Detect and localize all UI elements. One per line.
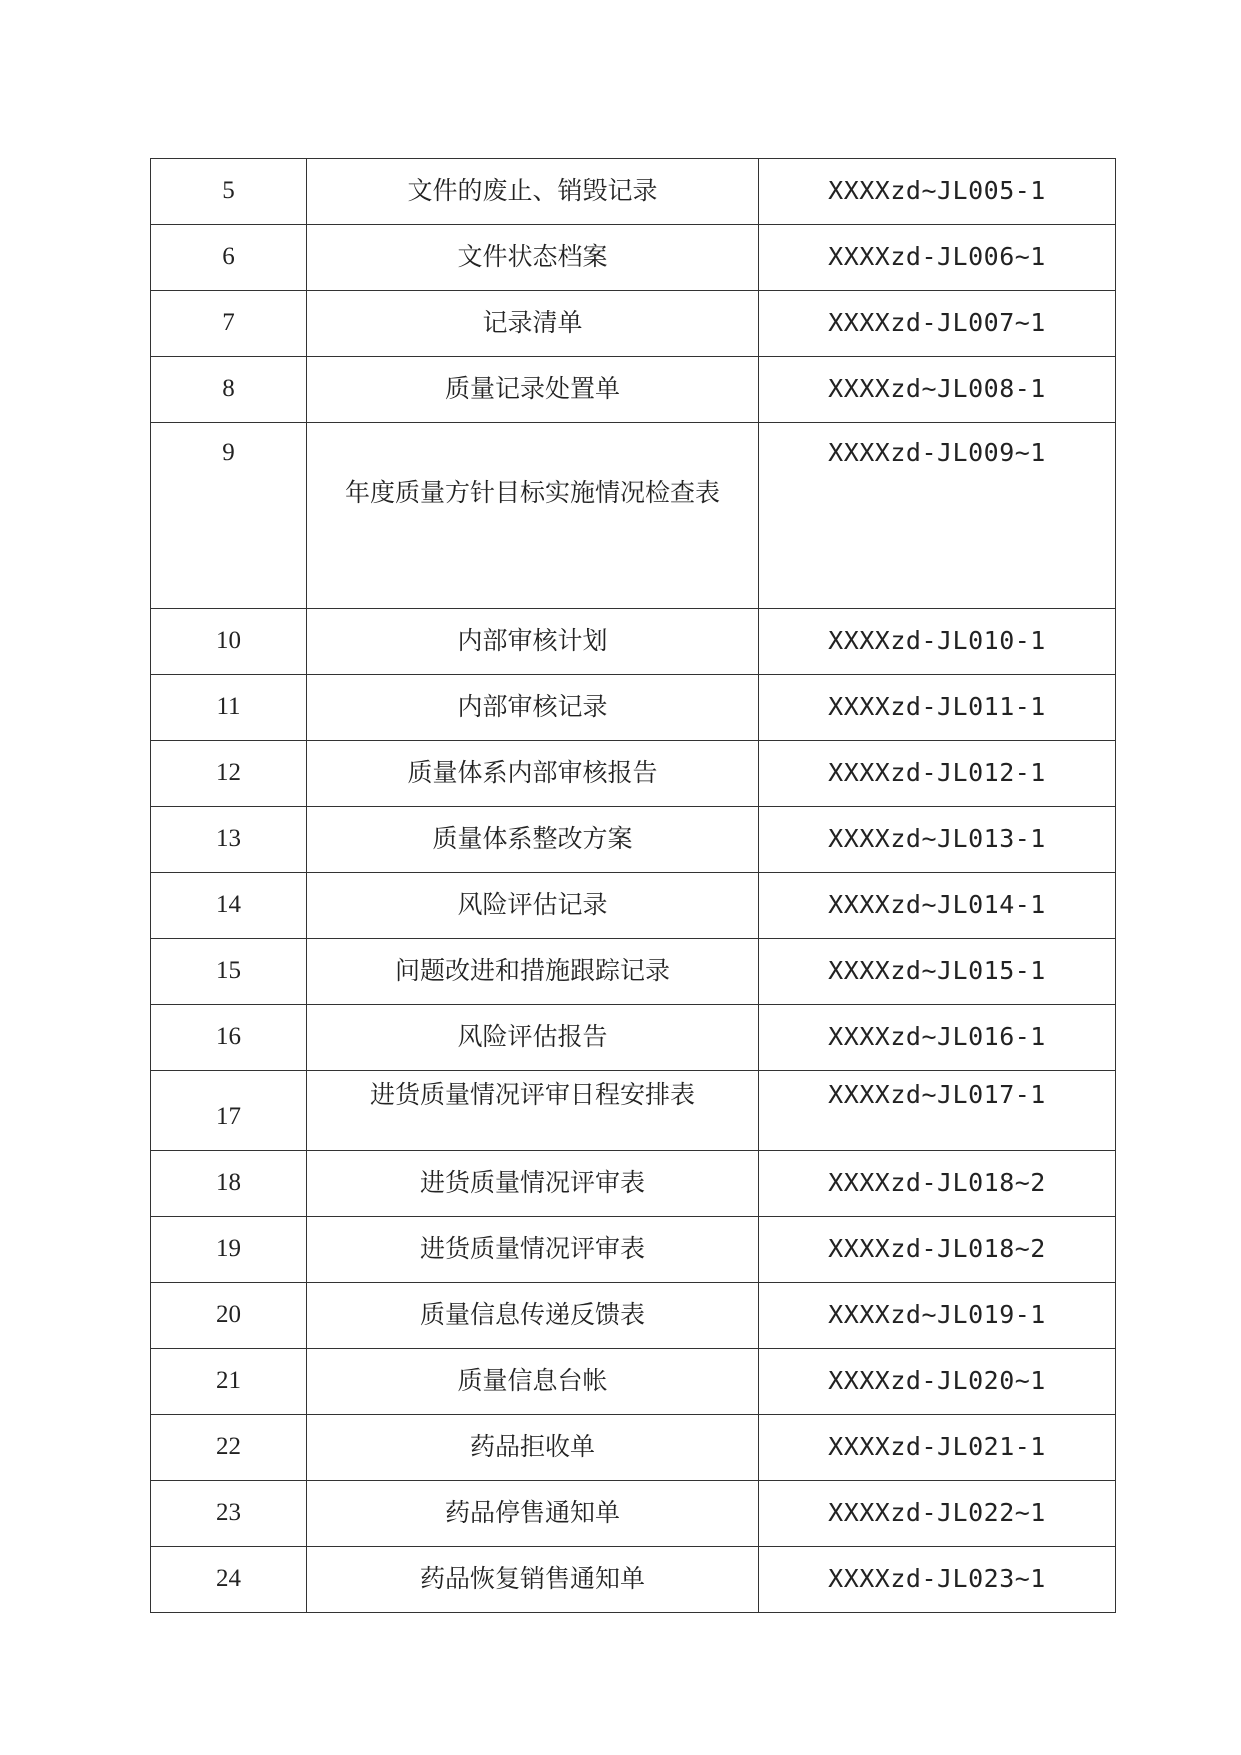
record-name: 年度质量方针目标实施情况检查表 bbox=[307, 423, 759, 609]
row-number: 9 bbox=[151, 423, 307, 609]
record-name: 文件状态档案 bbox=[307, 225, 759, 291]
record-code: XXXXzd~JL005-1 bbox=[759, 159, 1116, 225]
table-row bbox=[151, 1151, 1116, 1217]
row-number: 8 bbox=[151, 357, 307, 423]
record-code: XXXXzd~JL019-1 bbox=[759, 1283, 1116, 1349]
record-name: 质量信息台帐 bbox=[307, 1349, 759, 1415]
row-number: 16 bbox=[151, 1005, 307, 1071]
row-number: 22 bbox=[151, 1415, 307, 1481]
record-code: XXXXzd-JL012-1 bbox=[759, 741, 1116, 807]
record-code: XXXXzd-JL006~1 bbox=[759, 225, 1116, 291]
table-row bbox=[151, 675, 1116, 741]
record-code: XXXXzd~JL014-1 bbox=[759, 873, 1116, 939]
record-code: XXXXzd~JL016-1 bbox=[759, 1005, 1116, 1071]
record-code: XXXXzd-JL020~1 bbox=[759, 1349, 1116, 1415]
row-number: 17 bbox=[151, 1071, 307, 1151]
record-code: XXXXzd-JL010-1 bbox=[759, 609, 1116, 675]
record-name: 文件的废止、销毁记录 bbox=[307, 159, 759, 225]
record-name: 质量体系内部审核报告 bbox=[307, 741, 759, 807]
record-code: XXXXzd~JL015-1 bbox=[759, 939, 1116, 1005]
record-code: XXXXzd-JL018~2 bbox=[759, 1151, 1116, 1217]
record-code: XXXXzd~JL013-1 bbox=[759, 807, 1116, 873]
table-row bbox=[151, 1071, 1116, 1151]
row-number: 7 bbox=[151, 291, 307, 357]
record-name: 药品拒收单 bbox=[307, 1415, 759, 1481]
record-name: 药品停售通知单 bbox=[307, 1481, 759, 1547]
record-name: 质量信息传递反馈表 bbox=[307, 1283, 759, 1349]
row-number: 12 bbox=[151, 741, 307, 807]
record-code: XXXXzd-JL022~1 bbox=[759, 1481, 1116, 1547]
record-name: 进货质量情况评审表 bbox=[307, 1217, 759, 1283]
record-name: 风险评估记录 bbox=[307, 873, 759, 939]
row-number: 15 bbox=[151, 939, 307, 1005]
table-row bbox=[151, 1217, 1116, 1283]
row-number: 13 bbox=[151, 807, 307, 873]
record-name: 问题改进和措施跟踪记录 bbox=[307, 939, 759, 1005]
table-row bbox=[151, 357, 1116, 423]
record-name: 进货质量情况评审日程安排表 bbox=[307, 1071, 759, 1151]
row-number: 10 bbox=[151, 609, 307, 675]
record-name: 质量记录处置单 bbox=[307, 357, 759, 423]
record-name: 内部审核计划 bbox=[307, 609, 759, 675]
record-name: 风险评估报告 bbox=[307, 1005, 759, 1071]
record-code: XXXXzd~JL008-1 bbox=[759, 357, 1116, 423]
row-number: 14 bbox=[151, 873, 307, 939]
row-number: 24 bbox=[151, 1547, 307, 1613]
table-row bbox=[151, 873, 1116, 939]
row-number: 20 bbox=[151, 1283, 307, 1349]
row-number: 5 bbox=[151, 159, 307, 225]
record-code: XXXXzd-JL011-1 bbox=[759, 675, 1116, 741]
record-name: 进货质量情况评审表 bbox=[307, 1151, 759, 1217]
table-row bbox=[151, 741, 1116, 807]
record-code: XXXXzd-JL018~2 bbox=[759, 1217, 1116, 1283]
table-row bbox=[151, 423, 1116, 609]
table-row bbox=[151, 1283, 1116, 1349]
table-row bbox=[151, 225, 1116, 291]
table-row bbox=[151, 939, 1116, 1005]
row-number: 21 bbox=[151, 1349, 307, 1415]
table-row bbox=[151, 609, 1116, 675]
row-number: 23 bbox=[151, 1481, 307, 1547]
table-row bbox=[151, 1005, 1116, 1071]
record-name: 记录清单 bbox=[307, 291, 759, 357]
table-row bbox=[151, 291, 1116, 357]
row-number: 19 bbox=[151, 1217, 307, 1283]
record-code: XXXXzd-JL021-1 bbox=[759, 1415, 1116, 1481]
table-row bbox=[151, 1481, 1116, 1547]
row-number: 18 bbox=[151, 1151, 307, 1217]
record-code: XXXXzd-JL009~1 bbox=[759, 423, 1116, 609]
record-name: 质量体系整改方案 bbox=[307, 807, 759, 873]
table-row bbox=[151, 159, 1116, 225]
table-row bbox=[151, 1547, 1116, 1613]
row-number: 6 bbox=[151, 225, 307, 291]
record-name: 药品恢复销售通知单 bbox=[307, 1547, 759, 1613]
record-code: XXXXzd-JL023~1 bbox=[759, 1547, 1116, 1613]
record-code: XXXXzd~JL017-1 bbox=[759, 1071, 1116, 1151]
table-row bbox=[151, 807, 1116, 873]
table-row bbox=[151, 1415, 1116, 1481]
record-code: XXXXzd-JL007~1 bbox=[759, 291, 1116, 357]
records-table bbox=[150, 158, 1116, 1613]
record-name: 内部审核记录 bbox=[307, 675, 759, 741]
table-row bbox=[151, 1349, 1116, 1415]
row-number: 11 bbox=[151, 675, 307, 741]
